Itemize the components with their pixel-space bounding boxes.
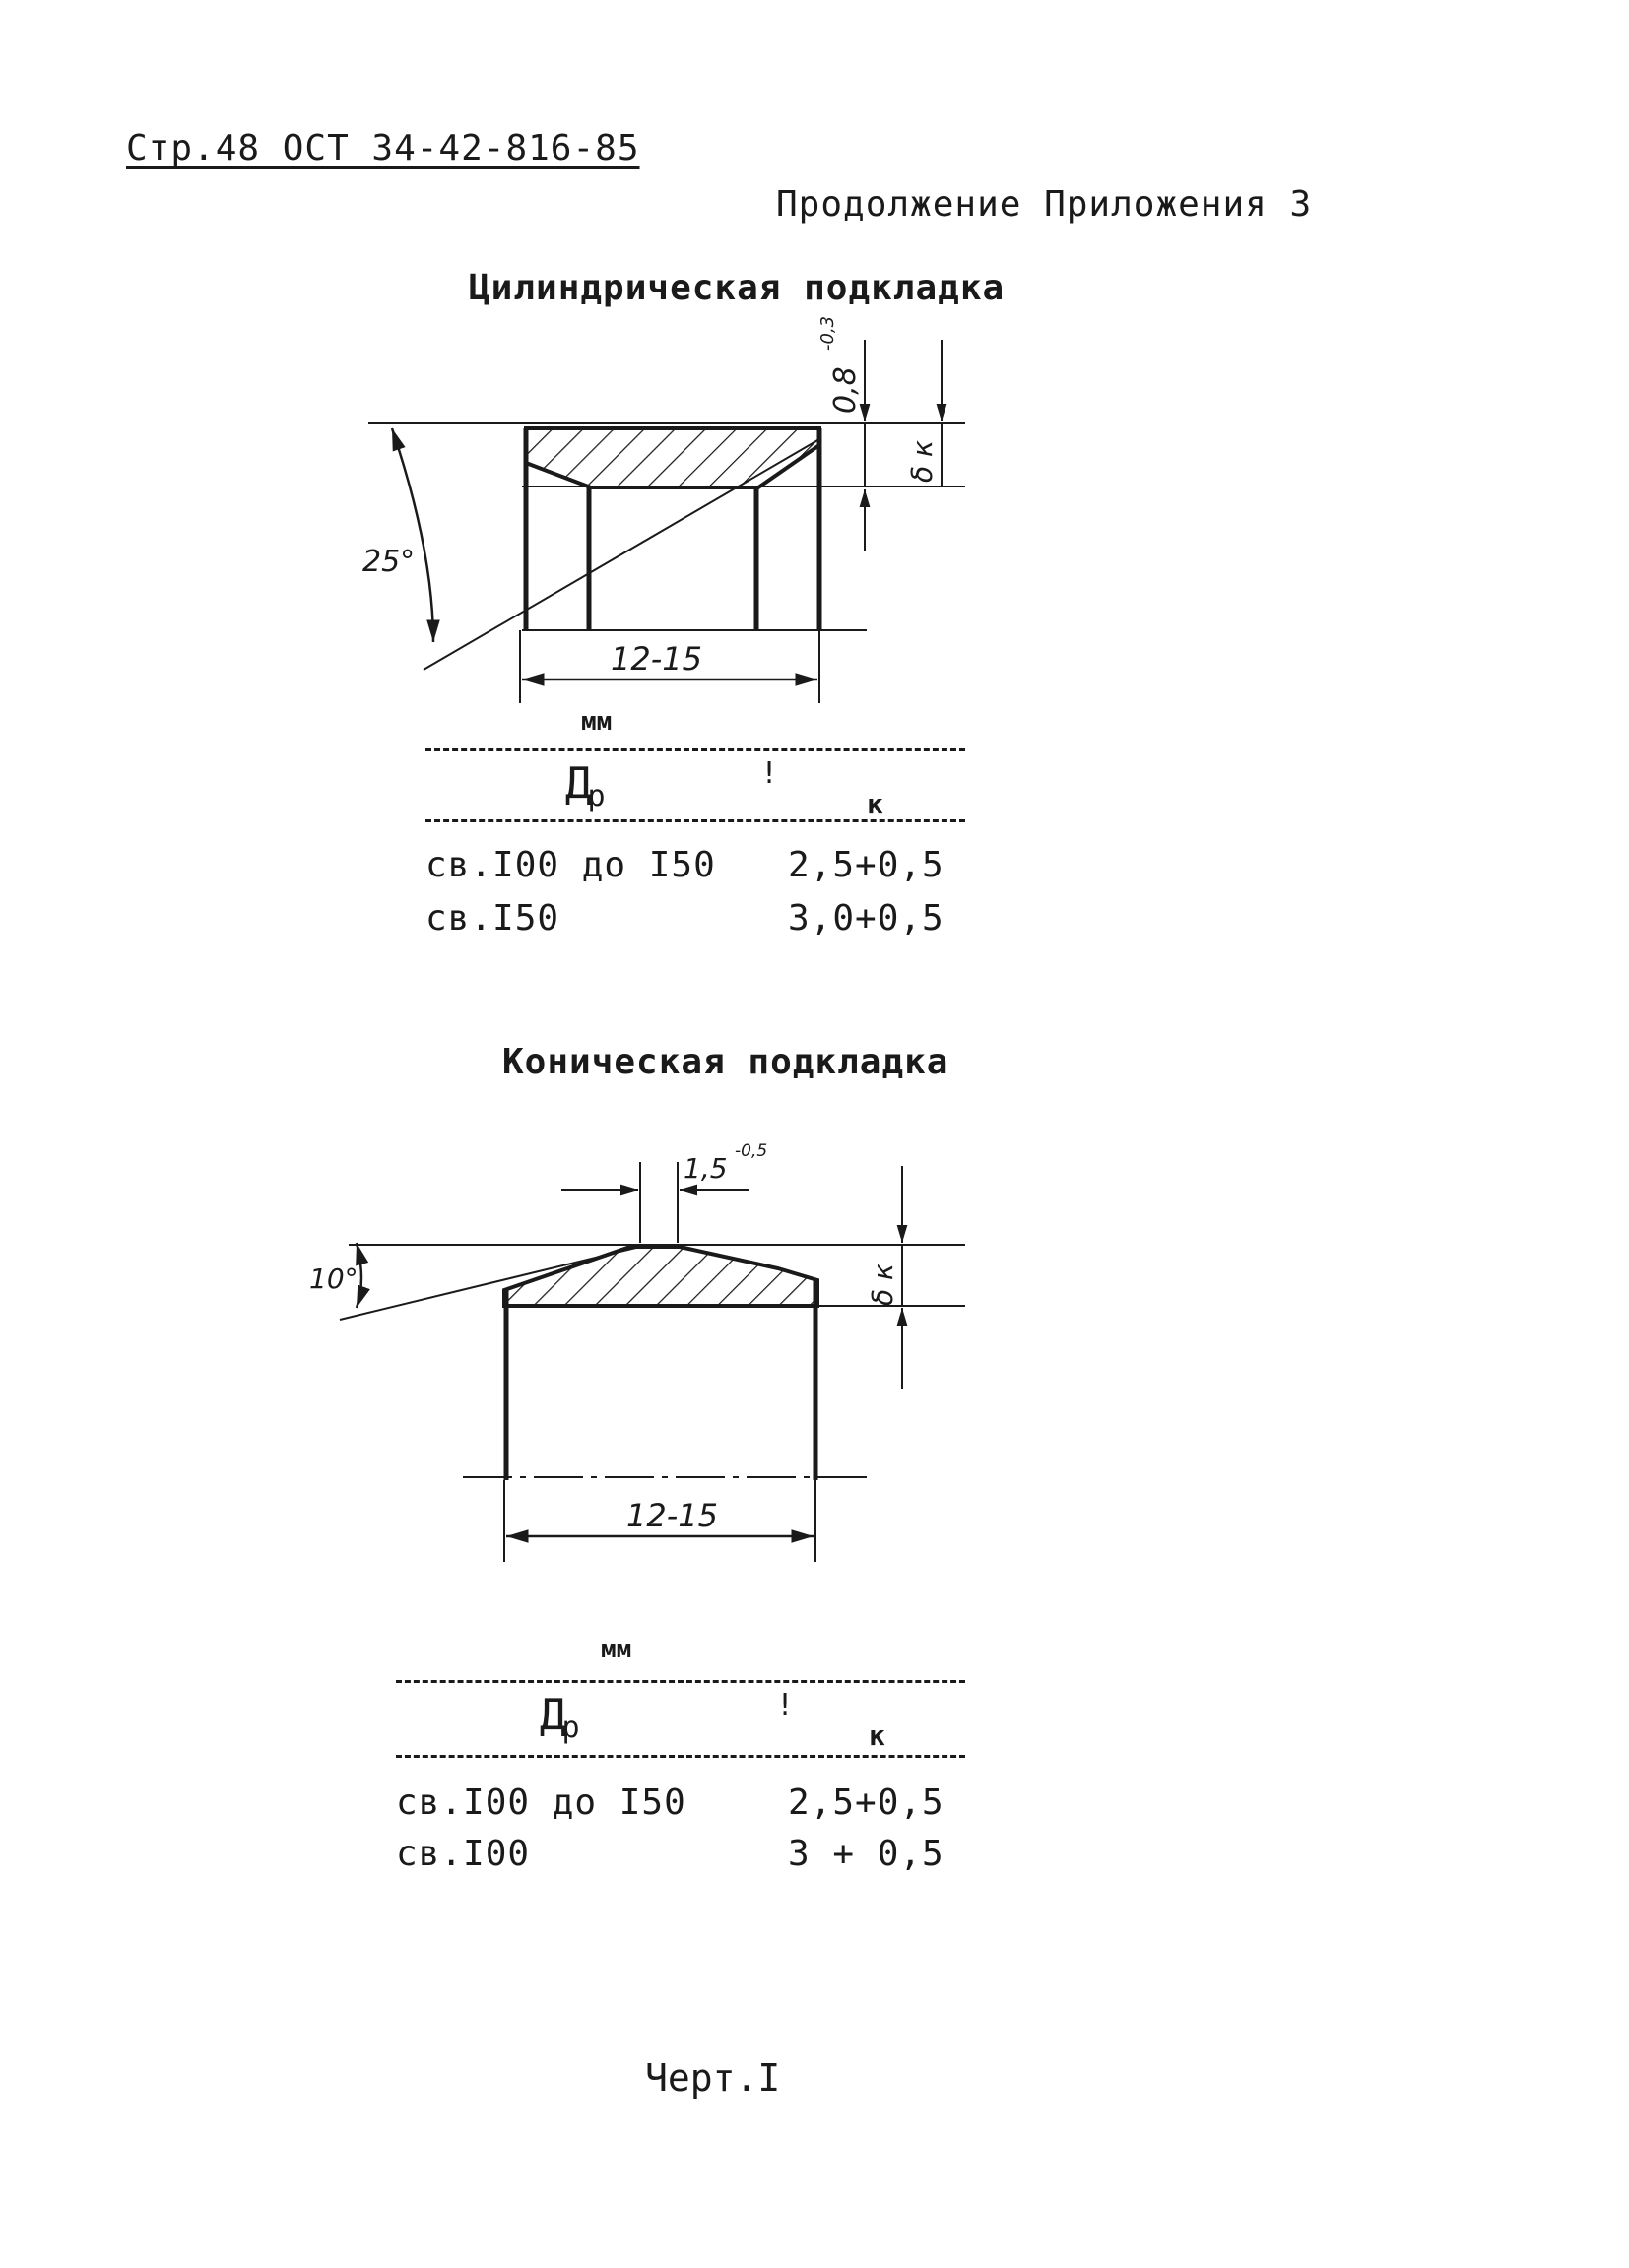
cylindrical-width-label: 12-15 <box>611 640 702 678</box>
appendix-continuation: Продолжение Приложения 3 <box>776 184 1313 225</box>
figure-caption: Черт.I <box>645 2056 781 2100</box>
cylindrical-title: Цилиндрическая подкладка <box>469 268 1006 308</box>
conical-col-separator: ! <box>776 1688 795 1722</box>
conical-profile <box>504 1247 817 1306</box>
conical-top-tol: -0,5 <box>735 1141 768 1161</box>
cylindrical-col-separator: ! <box>760 756 779 791</box>
conical-row2-k: 3 + 0,5 <box>788 1834 945 1874</box>
conical-k-label: δ к <box>867 1264 899 1306</box>
cylindrical-row2-range: св.I50 <box>425 898 560 939</box>
conical-angle-label: 10° <box>309 1263 358 1295</box>
cylindrical-k-label: δ к <box>906 440 939 483</box>
cylindrical-row1-range: св.I00 до I50 <box>425 845 716 885</box>
page-reference: Стр.48 ОСТ 34-42-816-85 <box>126 128 640 168</box>
cylindrical-col1-header: $Д_р$ <box>565 758 606 813</box>
cylindrical-row1-k: 2,5+0,5 <box>788 845 945 885</box>
conical-col2-header: к <box>869 1719 885 1752</box>
conical-top-label: 1,5 <box>684 1152 728 1185</box>
cylindrical-angle-label: 25° <box>362 545 416 579</box>
cylindrical-row2-k: 3,0+0,5 <box>788 898 945 939</box>
conical-title: Коническая подкладка <box>502 1042 949 1082</box>
conical-table-top-rule <box>396 1680 965 1683</box>
conical-col1-header: $Д_р$ <box>540 1690 580 1745</box>
cylindrical-unit: мм <box>581 707 613 737</box>
conical-table-header-rule <box>396 1755 965 1758</box>
conical-unit: мм <box>601 1635 632 1664</box>
conical-row2-range: св.I00 <box>396 1834 531 1874</box>
cylindrical-thickness-tol: -0,3 <box>817 315 838 351</box>
conical-width-label: 12-15 <box>626 1497 718 1534</box>
cylindrical-thickness-label: 0,8 <box>828 366 863 414</box>
conical-row1-range: св.I00 до I50 <box>396 1782 686 1823</box>
conical-row1-k: 2,5+0,5 <box>788 1782 945 1823</box>
cylindrical-col2-header: к <box>867 788 883 820</box>
